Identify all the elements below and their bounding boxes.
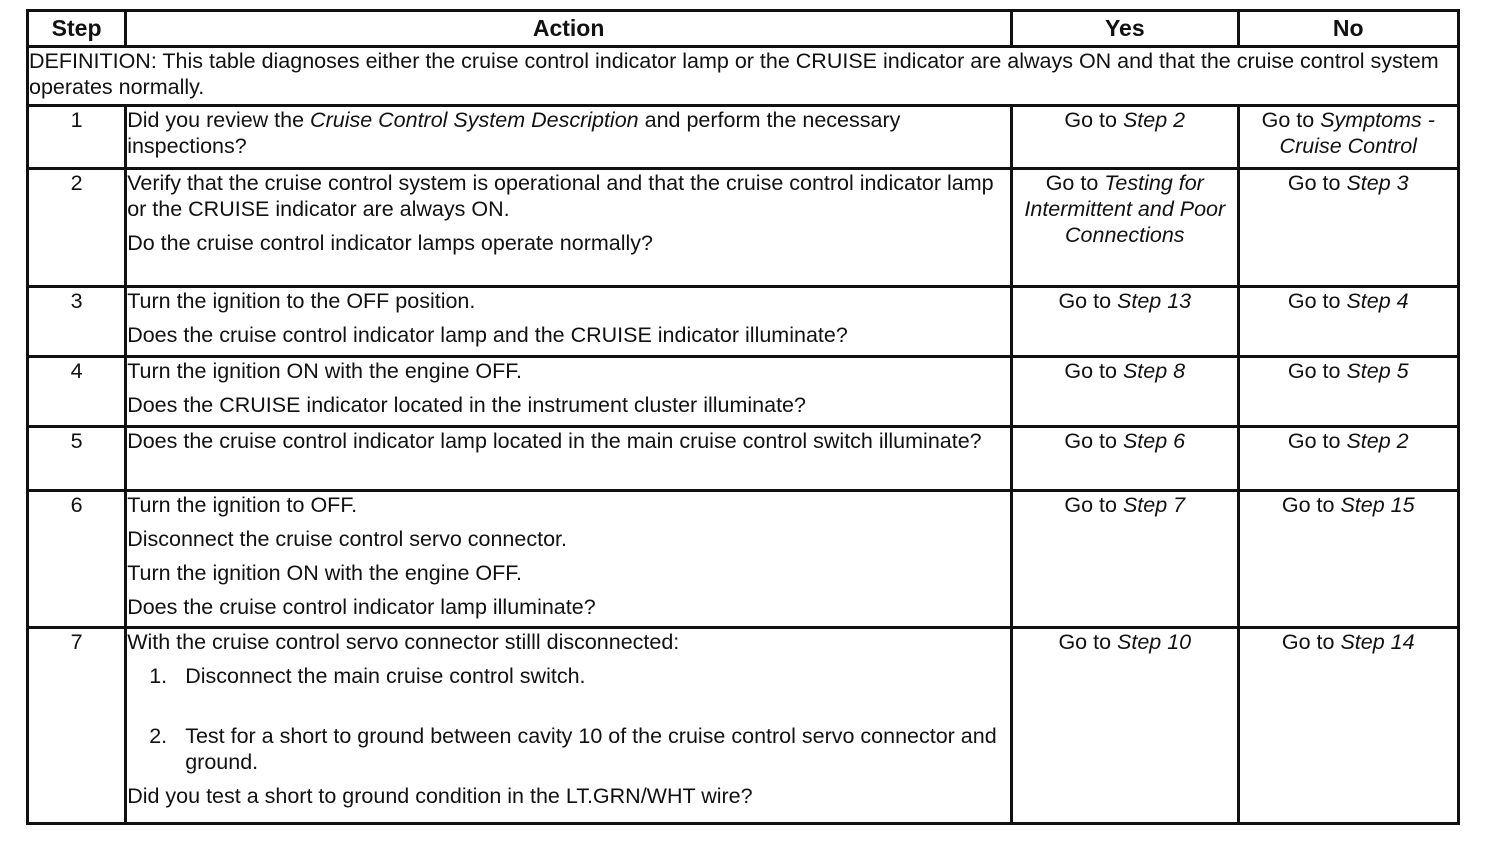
yes-target-link[interactable]: Step 6 bbox=[1122, 429, 1186, 453]
yes-prefix: Go to bbox=[1064, 108, 1123, 132]
no-target-link[interactable]: Symptoms - Cruise Control bbox=[1279, 108, 1435, 158]
substep-text: Disconnect the main cruise control switch. bbox=[185, 664, 586, 688]
action-question: Does the CRUISE indicator located in the instrument cluster illuminate? bbox=[127, 393, 806, 417]
no-cell bbox=[1238, 491, 1458, 628]
action-line: Turn the ignition ON with the engine OFF. bbox=[127, 561, 522, 585]
table-row bbox=[28, 169, 1459, 287]
no-target-link[interactable]: Step 15 bbox=[1340, 493, 1415, 517]
no-cell bbox=[1238, 357, 1458, 427]
substep bbox=[127, 663, 1010, 689]
yes-prefix: Go to bbox=[1045, 171, 1105, 195]
no-cell bbox=[1238, 169, 1458, 287]
step-number: 3 bbox=[28, 287, 126, 357]
definition-row bbox=[28, 47, 1459, 106]
action-line: Turn the ignition ON with the engine OFF. bbox=[127, 359, 522, 383]
table-row bbox=[28, 427, 1459, 491]
yes-target-link[interactable]: Step 7 bbox=[1122, 493, 1186, 517]
no-prefix: Go to bbox=[1287, 359, 1347, 383]
no-prefix: Go to bbox=[1261, 108, 1321, 132]
header-yes: Yes bbox=[1012, 11, 1238, 47]
no-cell bbox=[1238, 106, 1458, 169]
table-row bbox=[28, 628, 1459, 824]
substep bbox=[127, 723, 1010, 775]
action-cell bbox=[126, 357, 1012, 427]
table-row bbox=[28, 287, 1459, 357]
no-cell bbox=[1238, 287, 1458, 357]
substep-number: 1. bbox=[149, 664, 168, 688]
diagnostic-table bbox=[26, 9, 1460, 825]
step-number: 6 bbox=[28, 491, 126, 628]
action-question: Does the cruise control indicator lamp illuminate? bbox=[127, 595, 596, 619]
substep-text: Test for a short to ground between cavity 10 of the cruise control servo connector and ground. bbox=[185, 724, 997, 774]
yes-target-link[interactable]: Step 2 bbox=[1122, 108, 1186, 132]
no-target-link[interactable]: Step 4 bbox=[1346, 289, 1409, 313]
action-cell bbox=[126, 169, 1012, 287]
step-number: 4 bbox=[28, 357, 126, 427]
step-number: 1 bbox=[28, 106, 126, 169]
table-row bbox=[28, 491, 1459, 628]
yes-cell bbox=[1012, 491, 1238, 628]
no-prefix: Go to bbox=[1287, 171, 1347, 195]
yes-cell bbox=[1012, 628, 1238, 824]
yes-cell bbox=[1012, 357, 1238, 427]
no-cell bbox=[1238, 427, 1458, 491]
action-text bbox=[127, 108, 900, 158]
step-number: 7 bbox=[28, 628, 126, 824]
yes-target-link[interactable]: Testing for Intermittent and Poor Connections bbox=[1024, 171, 1226, 247]
yes-prefix: Go to bbox=[1058, 289, 1117, 313]
action-line: With the cruise control servo connector stilll disconnected: bbox=[127, 630, 680, 654]
yes-prefix: Go to bbox=[1058, 630, 1117, 654]
yes-prefix: Go to bbox=[1064, 493, 1123, 517]
table-row bbox=[28, 357, 1459, 427]
yes-prefix: Go to bbox=[1064, 429, 1123, 453]
header-action: Action bbox=[126, 11, 1012, 47]
definition-text: DEFINITION: This table diagnoses either the cruise control indicator lamp or the CRUISE indicator are always ON and that the cruise control system operates normally. bbox=[28, 47, 1459, 106]
no-prefix: Go to bbox=[1281, 630, 1341, 654]
action-question: Do the cruise control indicator lamps operate normally? bbox=[127, 231, 654, 255]
header-row bbox=[28, 11, 1459, 47]
action-cell bbox=[126, 491, 1012, 628]
action-cell bbox=[126, 427, 1012, 491]
header-step: Step bbox=[28, 11, 126, 47]
action-cell bbox=[126, 628, 1012, 824]
action-text-part: Did you review the bbox=[127, 108, 311, 132]
yes-target-link[interactable]: Step 10 bbox=[1117, 630, 1192, 654]
no-target-link[interactable]: Step 14 bbox=[1340, 630, 1415, 654]
no-prefix: Go to bbox=[1287, 429, 1347, 453]
step-number: 2 bbox=[28, 169, 126, 287]
step-number: 5 bbox=[28, 427, 126, 491]
action-text-part: and perform the necessary inspections? bbox=[127, 108, 901, 158]
no-target-link[interactable]: Step 5 bbox=[1346, 359, 1409, 383]
no-prefix: Go to bbox=[1287, 289, 1347, 313]
yes-target-link[interactable]: Step 13 bbox=[1117, 289, 1192, 313]
action-line: Verify that the cruise control system is operational and that the cruise control indicator lamp or the CRUISE indicator are always ON. bbox=[127, 171, 994, 221]
no-target-link[interactable]: Step 2 bbox=[1346, 429, 1409, 453]
header-no: No bbox=[1238, 11, 1458, 47]
yes-prefix: Go to bbox=[1064, 359, 1123, 383]
yes-cell bbox=[1012, 169, 1238, 287]
action-cell bbox=[126, 287, 1012, 357]
yes-cell bbox=[1012, 427, 1238, 491]
action-question: Did you test a short to ground condition in the LT.GRN/WHT wire? bbox=[127, 784, 753, 808]
yes-cell bbox=[1012, 106, 1238, 169]
table-row bbox=[28, 106, 1459, 169]
action-line: Disconnect the cruise control servo connector. bbox=[127, 527, 567, 551]
action-question: Does the cruise control indicator lamp and the CRUISE indicator illuminate? bbox=[127, 323, 848, 347]
action-cell bbox=[126, 106, 1012, 169]
action-line: Turn the ignition to the OFF position. bbox=[127, 289, 476, 313]
action-reference: Cruise Control System Description bbox=[310, 108, 639, 132]
no-prefix: Go to bbox=[1281, 493, 1341, 517]
no-cell bbox=[1238, 628, 1458, 824]
yes-cell bbox=[1012, 287, 1238, 357]
substep-number: 2. bbox=[149, 724, 168, 748]
action-line: Turn the ignition to OFF. bbox=[127, 493, 358, 517]
action-question: Does the cruise control indicator lamp located in the main cruise control switch illuminate? bbox=[127, 429, 982, 453]
yes-target-link[interactable]: Step 8 bbox=[1122, 359, 1186, 383]
no-target-link[interactable]: Step 3 bbox=[1346, 171, 1409, 195]
